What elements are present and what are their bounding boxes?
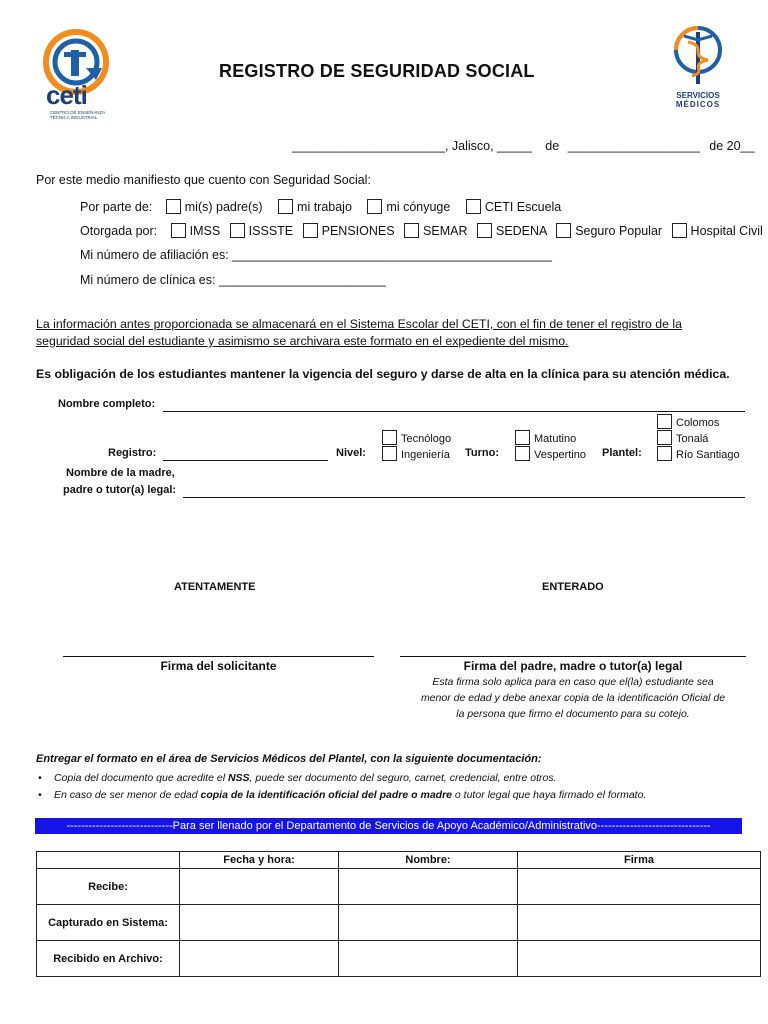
info-notice-line2: seguridad social del estudiante y asimismo se archivara este formato en el expediente del mismo. <box>36 334 569 348</box>
nombre-completo-input[interactable] <box>163 411 745 412</box>
medicos-text: MÉDICOS <box>675 100 721 109</box>
table-row <box>37 905 761 941</box>
option-trabajo: mi trabajo <box>297 200 352 214</box>
date-de-label: de <box>545 139 560 153</box>
afiliacion-field[interactable]: Mi número de afiliación es: ______________________________________________ <box>80 248 552 262</box>
row-label-capturado: Capturado en Sistema: <box>37 905 180 941</box>
plantel-option-rio-santiago <box>657 446 740 461</box>
delivery-item-nss: • Copia del documento que acredite el NSS, puede ser documento del seguro, carnet, credencial, entre otros. <box>36 770 646 787</box>
enterado-label: ENTERADO <box>542 581 604 593</box>
firma-tutor-line[interactable] <box>400 656 746 657</box>
otorgada-label: Otorgada por: <box>80 224 158 238</box>
registro-label: Registro: <box>108 447 157 459</box>
checkbox-conyuge[interactable] <box>367 199 382 214</box>
year-blank[interactable]: de 20__ <box>709 139 755 153</box>
checkbox-vespertino[interactable] <box>515 446 530 461</box>
table-row <box>37 941 761 977</box>
checkbox-padres[interactable] <box>166 199 181 214</box>
servicios-medicos-logo <box>668 24 728 114</box>
option-pensiones: PENSIONES <box>321 224 395 238</box>
firma-solicitante-label: Firma del solicitante <box>160 659 277 673</box>
cell-archivo-firma[interactable] <box>518 941 761 977</box>
matutino-label: Matutino <box>534 433 577 445</box>
checkbox-matutino[interactable] <box>515 430 530 445</box>
checkbox-seguro-popular[interactable] <box>556 223 571 238</box>
option-padres: mi(s) padre(s) <box>184 200 263 214</box>
option-sedena: SEDENA <box>495 224 547 238</box>
checkbox-imss[interactable] <box>171 223 186 238</box>
cell-archivo-nombre[interactable] <box>339 941 518 977</box>
table-header-fecha: Fecha y hora: <box>180 852 339 869</box>
firma-tutor-label: Firma del padre, madre o tutor(a) legal <box>463 659 683 673</box>
checkbox-tonala[interactable] <box>657 430 672 445</box>
colomos-label: Colomos <box>676 417 720 429</box>
ceti-logo-sub2: TÉCNICA INDUSTRIAL <box>50 115 98 120</box>
option-issste: ISSSTE <box>248 224 294 238</box>
checkbox-semar[interactable] <box>404 223 419 238</box>
nivel-option-ingenieria <box>382 446 450 461</box>
caduceus-icon <box>668 24 728 88</box>
checkbox-ceti-escuela[interactable] <box>466 199 481 214</box>
ceti-logo-text: ceti <box>46 80 87 110</box>
turno-option-matutino <box>515 430 576 445</box>
clinica-field[interactable]: Mi número de clínica es: ________________________ <box>80 273 386 287</box>
checkbox-colomos[interactable] <box>657 414 672 429</box>
checkbox-sedena[interactable] <box>477 223 492 238</box>
tutor-name-input[interactable] <box>183 497 745 498</box>
option-hospital-civil: Hospital Civil <box>690 224 763 238</box>
cell-archivo-fecha[interactable] <box>180 941 339 977</box>
declaration-text: Por este medio manifiesto que cuento con Seguridad Social: <box>36 173 371 187</box>
por-parte-label: Por parte de: <box>80 200 153 214</box>
checkbox-trabajo[interactable] <box>278 199 293 214</box>
tecnologo-label: Tecnólogo <box>401 433 452 445</box>
por-parte-row <box>80 199 561 214</box>
row-label-recibe: Recibe: <box>37 869 180 905</box>
cell-capturado-firma[interactable] <box>518 905 761 941</box>
checkbox-pensiones[interactable] <box>303 223 318 238</box>
registro-input[interactable] <box>163 460 328 461</box>
turno-option-vespertino <box>515 446 586 461</box>
option-conyuge: mi cónyuge <box>386 200 451 214</box>
firma-solicitante-line[interactable] <box>63 656 374 657</box>
otorgada-row <box>80 223 763 238</box>
firma-note-line3: la persona que firmo el documento para su cotejo. <box>456 708 690 720</box>
option-semar: SEMAR <box>423 224 468 238</box>
ceti-logo-sub1: CENTRO DE ENSEÑANZA <box>50 110 106 115</box>
option-seguro-popular: Seguro Popular <box>575 224 663 238</box>
ingenieria-label: Ingeniería <box>401 449 450 461</box>
cell-capturado-fecha[interactable] <box>180 905 339 941</box>
page-title: REGISTRO DE SEGURIDAD SOCIAL <box>219 61 535 81</box>
nivel-label: Nivel: <box>336 447 366 459</box>
jalisco-day-blank[interactable]: , Jalisco, _____ <box>444 139 532 153</box>
checkbox-tecnologo[interactable] <box>382 430 397 445</box>
firma-note-line1: Esta firma solo aplica para en caso que el(la) estudiante sea <box>432 676 714 688</box>
servicios-text: SERVICIOS <box>676 91 720 100</box>
option-imss: IMSS <box>189 224 221 238</box>
ceti-logo <box>40 28 112 120</box>
firma-note-line2: menor de edad y debe anexar copia de la identificación Oficial de <box>420 692 726 704</box>
month-blank[interactable]: ___________________ <box>567 139 700 153</box>
plantel-label: Plantel: <box>602 447 642 459</box>
checkbox-issste[interactable] <box>230 223 245 238</box>
delivery-item-id: • En caso de ser menor de edad copia de la identificación oficial del padre o madre o tutor legal que haya firmado el formato. <box>36 787 646 804</box>
tutor-label-line1: Nombre de la madre, <box>66 467 175 479</box>
delivery-list <box>36 770 646 804</box>
table-header-row <box>37 852 761 869</box>
table-header-firma: Firma <box>518 852 761 869</box>
nivel-option-tecnologo <box>382 430 451 445</box>
plantel-option-tonala <box>657 430 708 445</box>
turno-label: Turno: <box>465 447 500 459</box>
checkbox-ingenieria[interactable] <box>382 446 397 461</box>
checkbox-hospital-civil[interactable] <box>672 223 687 238</box>
tonala-label: Tonalá <box>676 433 709 445</box>
plantel-option-colomos <box>657 414 719 429</box>
obligation-text: Es obligación de los estudiantes mantener la vigencia del seguro y darse de alta en la clínica para su atención médica. <box>36 367 730 381</box>
checkbox-rio-santiago[interactable] <box>657 446 672 461</box>
table-row <box>37 869 761 905</box>
cell-recibe-nombre[interactable] <box>339 869 518 905</box>
table-header-empty <box>37 852 180 869</box>
date-line <box>292 139 754 153</box>
tutor-label-line2: padre o tutor(a) legal: <box>63 484 177 496</box>
vespertino-label: Vespertino <box>534 449 586 461</box>
atentamente-label: ATENTAMENTE <box>174 581 256 593</box>
nombre-completo-label: Nombre completo: <box>58 398 156 410</box>
cell-capturado-nombre[interactable] <box>339 905 518 941</box>
table-header-nombre: Nombre: <box>339 852 518 869</box>
staff-table <box>36 851 761 977</box>
delivery-heading: Entregar el formato en el área de Servicios Médicos del Plantel, con la siguiente documentación: <box>36 753 542 765</box>
info-notice-line1: La información antes proporcionada se almacenará en el Sistema Escolar del CETI, con el fin de tener el registro de la <box>36 317 682 331</box>
cell-recibe-fecha[interactable] <box>180 869 339 905</box>
rio-santiago-label: Río Santiago <box>676 449 740 461</box>
cell-recibe-firma[interactable] <box>518 869 761 905</box>
department-bar: -----------------------------Para ser llenado por el Departamento de Servicios de Apoyo Académico/Administrativo------------------------------- <box>35 818 742 834</box>
row-label-archivo: Recibido en Archivo: <box>37 941 180 977</box>
place-blank[interactable]: ______________________ <box>292 139 445 153</box>
option-ceti-escuela: CETI Escuela <box>484 200 562 214</box>
